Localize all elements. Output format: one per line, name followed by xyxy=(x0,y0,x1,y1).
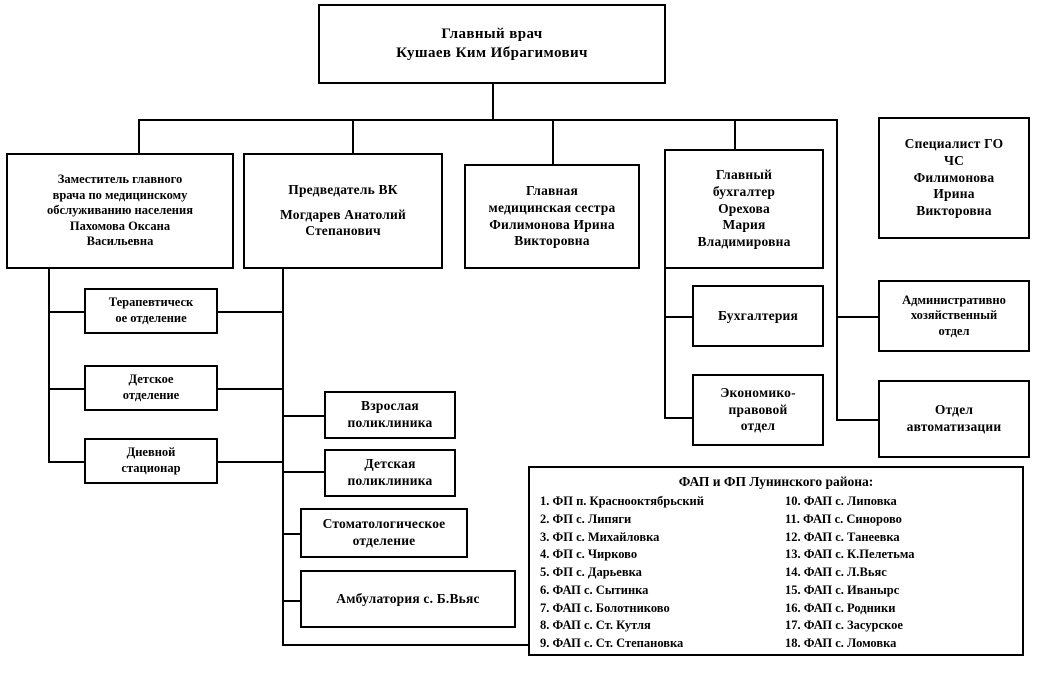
node-dental-line-0: Стоматологическое xyxy=(322,516,446,532)
node-day-hospital[interactable] xyxy=(84,438,218,484)
node-chief-accountant[interactable] xyxy=(664,149,824,269)
node-vk-chairman-line-0: Предведатель ВК xyxy=(288,181,398,197)
node-adult-polyclinic-line-0: Взрослая xyxy=(361,398,419,414)
node-economic-legal-line-2: отдел xyxy=(740,418,776,434)
node-children-dept-line-0: Детское xyxy=(128,372,174,387)
node-vk-chairman-line-2: Могдарев Анатолий xyxy=(279,206,406,222)
connector-accountant-spine xyxy=(664,269,666,419)
fap-list-item: 9. ФАП с. Ст. Степановка xyxy=(540,636,684,650)
connector-bus-to-nurse xyxy=(552,119,554,164)
node-accounting[interactable] xyxy=(692,285,824,347)
node-admin-household-line-0: Административно xyxy=(902,292,1006,307)
fap-list-item: 10. ФАП с. Липовка xyxy=(785,494,897,508)
node-head-nurse[interactable] xyxy=(464,164,640,269)
node-go-chs-line-1: ЧС xyxy=(943,152,965,168)
node-admin-household[interactable] xyxy=(878,280,1030,352)
fap-list-item: 17. ФАП с. Засурское xyxy=(785,618,903,633)
node-go-chs-specialist[interactable] xyxy=(878,117,1030,239)
node-accounting-line-0: Бухгалтерия xyxy=(717,307,799,323)
node-go-chs-line-4: Викторовна xyxy=(916,203,992,219)
node-admin-household-line-1: хозяйственный xyxy=(910,308,998,323)
fap-list-item: 3. ФП с. Михайловка xyxy=(540,529,660,544)
node-dental-dept[interactable] xyxy=(300,508,468,558)
connector-deputy-to-day-hospital xyxy=(48,461,84,463)
node-deputy-medical-line-4: Васильевна xyxy=(86,234,154,249)
node-go-chs-line-2: Филимонова xyxy=(913,169,995,185)
node-deputy-medical-line-0: Заместитель главного xyxy=(57,171,183,186)
node-children-polyclinic-line-0: Детская xyxy=(364,456,416,472)
connector-therapeutic-stub xyxy=(218,311,282,313)
node-chief[interactable] xyxy=(318,4,666,84)
fap-column-right xyxy=(785,493,1012,653)
node-therapeutic-dept[interactable] xyxy=(84,288,218,334)
node-chief-line-0: Главный врач xyxy=(441,26,543,43)
node-chief-accountant-line-3: Мария xyxy=(722,217,766,233)
fap-list-item: 5. ФП с. Дарьевка xyxy=(540,565,642,579)
node-vk-chairman[interactable] xyxy=(243,153,443,269)
node-head-nurse-line-1: медицинская сестра xyxy=(488,199,616,215)
fap-list-item: 8. ФАП с. Ст. Кутля xyxy=(540,618,651,633)
node-deputy-medical-line-2: обслуживанию населения xyxy=(47,203,193,218)
connector-right-spine xyxy=(836,119,838,419)
connector-bus-to-vk xyxy=(352,119,354,153)
fap-list-item: 16. ФАП с. Родники xyxy=(785,600,896,615)
connector-vk-to-children-polyclinic xyxy=(282,471,324,473)
fap-list-item: 6. ФАП с. Сытинка xyxy=(540,582,649,597)
connector-chief-down xyxy=(492,83,494,119)
connector-vk-spine xyxy=(282,269,284,644)
connector-vk-to-dental xyxy=(282,533,300,535)
node-automation-line-1: автоматизации xyxy=(906,419,1002,434)
connector-day-hospital-stub xyxy=(218,461,282,463)
node-chief-accountant-line-2: Орехова xyxy=(718,200,770,216)
node-ambulatory[interactable] xyxy=(300,570,516,628)
connector-deputy-to-children-dept xyxy=(48,388,84,390)
node-head-nurse-line-0: Главная xyxy=(526,182,578,198)
fap-column-left xyxy=(540,493,767,653)
connector-accountant-to-economic xyxy=(664,417,692,419)
connector-deputy-spine xyxy=(48,267,50,461)
fap-list-item: 12. ФАП с. Танеевка xyxy=(785,529,900,544)
node-admin-household-line-2: отдел xyxy=(938,323,970,338)
connector-right-to-automation xyxy=(836,419,878,421)
connector-bus-to-deputy xyxy=(138,119,140,153)
fap-list-item: 7. ФАП с. Болотниково xyxy=(540,600,670,615)
node-ambulatory-line-0: Амбулатория с. Б.Вьяс xyxy=(336,590,480,606)
node-therapeutic-line-0: Терапевтическ xyxy=(108,295,194,310)
node-economic-legal-line-1: правовой xyxy=(728,401,788,417)
connector-right-to-admin xyxy=(836,316,878,318)
node-adult-polyclinic-line-1: поликлиника xyxy=(347,415,433,430)
connector-vk-to-ambulatory xyxy=(282,600,300,602)
node-head-nurse-line-2: Филимонова Ирина xyxy=(489,216,615,232)
node-day-hospital-line-0: Дневной xyxy=(126,445,176,460)
connector-vk-to-adult-polyclinic xyxy=(282,415,324,417)
node-head-nurse-line-3: Викторовна xyxy=(514,233,590,249)
fap-list-item: 18. ФАП с. Ломовка xyxy=(785,636,897,650)
node-vk-chairman-line-3: Степанович xyxy=(305,223,381,239)
node-deputy-medical-line-3: Пахомова Оксана xyxy=(69,218,171,233)
node-chief-line-1: Кушаев Ким Ибрагимович xyxy=(396,45,588,61)
node-automation-line-0: Отдел xyxy=(934,402,974,418)
node-children-dept-line-1: отделение xyxy=(122,388,180,402)
fap-list-item: 14. ФАП с. Л.Вьяс xyxy=(785,565,887,579)
connector-main-bus xyxy=(138,119,838,121)
node-deputy-medical-line-1: врача по медицинскому xyxy=(52,187,188,202)
fap-list-item: 13. ФАП с. К.Пелетьма xyxy=(785,547,915,562)
node-fap-list-panel[interactable] xyxy=(528,466,1024,656)
fap-list-item: 2. ФП с. Липяги xyxy=(540,511,632,526)
node-chief-accountant-line-1: бухгалтер xyxy=(712,183,776,199)
node-children-polyclinic-line-1: поликлиника xyxy=(347,473,433,488)
connector-bus-to-accountant xyxy=(734,119,736,149)
connector-deputy-to-therapeutic xyxy=(48,311,84,313)
connector-vk-to-fap xyxy=(282,644,528,646)
node-chief-accountant-line-4: Владимировна xyxy=(697,234,791,250)
node-children-polyclinic[interactable] xyxy=(324,449,456,497)
node-chief-accountant-line-0: Главный xyxy=(715,166,773,182)
fap-list-item: 15. ФАП с. Иванырс xyxy=(785,582,900,597)
connector-children-dept-stub xyxy=(218,388,282,390)
node-economic-legal-line-0: Экономико- xyxy=(720,384,796,400)
node-therapeutic-line-1: ое отделение xyxy=(115,311,187,325)
connector-accountant-to-accounting xyxy=(664,316,692,318)
fap-list-item: 1. ФП п. Краснооктябрьский xyxy=(540,494,704,508)
fap-list-item: 4. ФП с. Чирково xyxy=(540,547,638,562)
node-day-hospital-line-1: стационар xyxy=(121,461,181,475)
node-automation-dept[interactable] xyxy=(878,380,1030,458)
node-children-dept[interactable] xyxy=(84,365,218,411)
fap-list-item: 11. ФАП с. Синорово xyxy=(785,511,902,526)
node-go-chs-line-3: Ирина xyxy=(933,186,975,202)
node-dental-line-1: отделение xyxy=(352,533,416,548)
node-economic-legal[interactable] xyxy=(692,374,824,446)
node-deputy-medical[interactable] xyxy=(6,153,234,269)
node-go-chs-line-0: Специалист ГО xyxy=(904,135,1004,151)
fap-panel-title: ФАП и ФП Лунинского района: xyxy=(678,474,874,489)
node-adult-polyclinic[interactable] xyxy=(324,391,456,439)
